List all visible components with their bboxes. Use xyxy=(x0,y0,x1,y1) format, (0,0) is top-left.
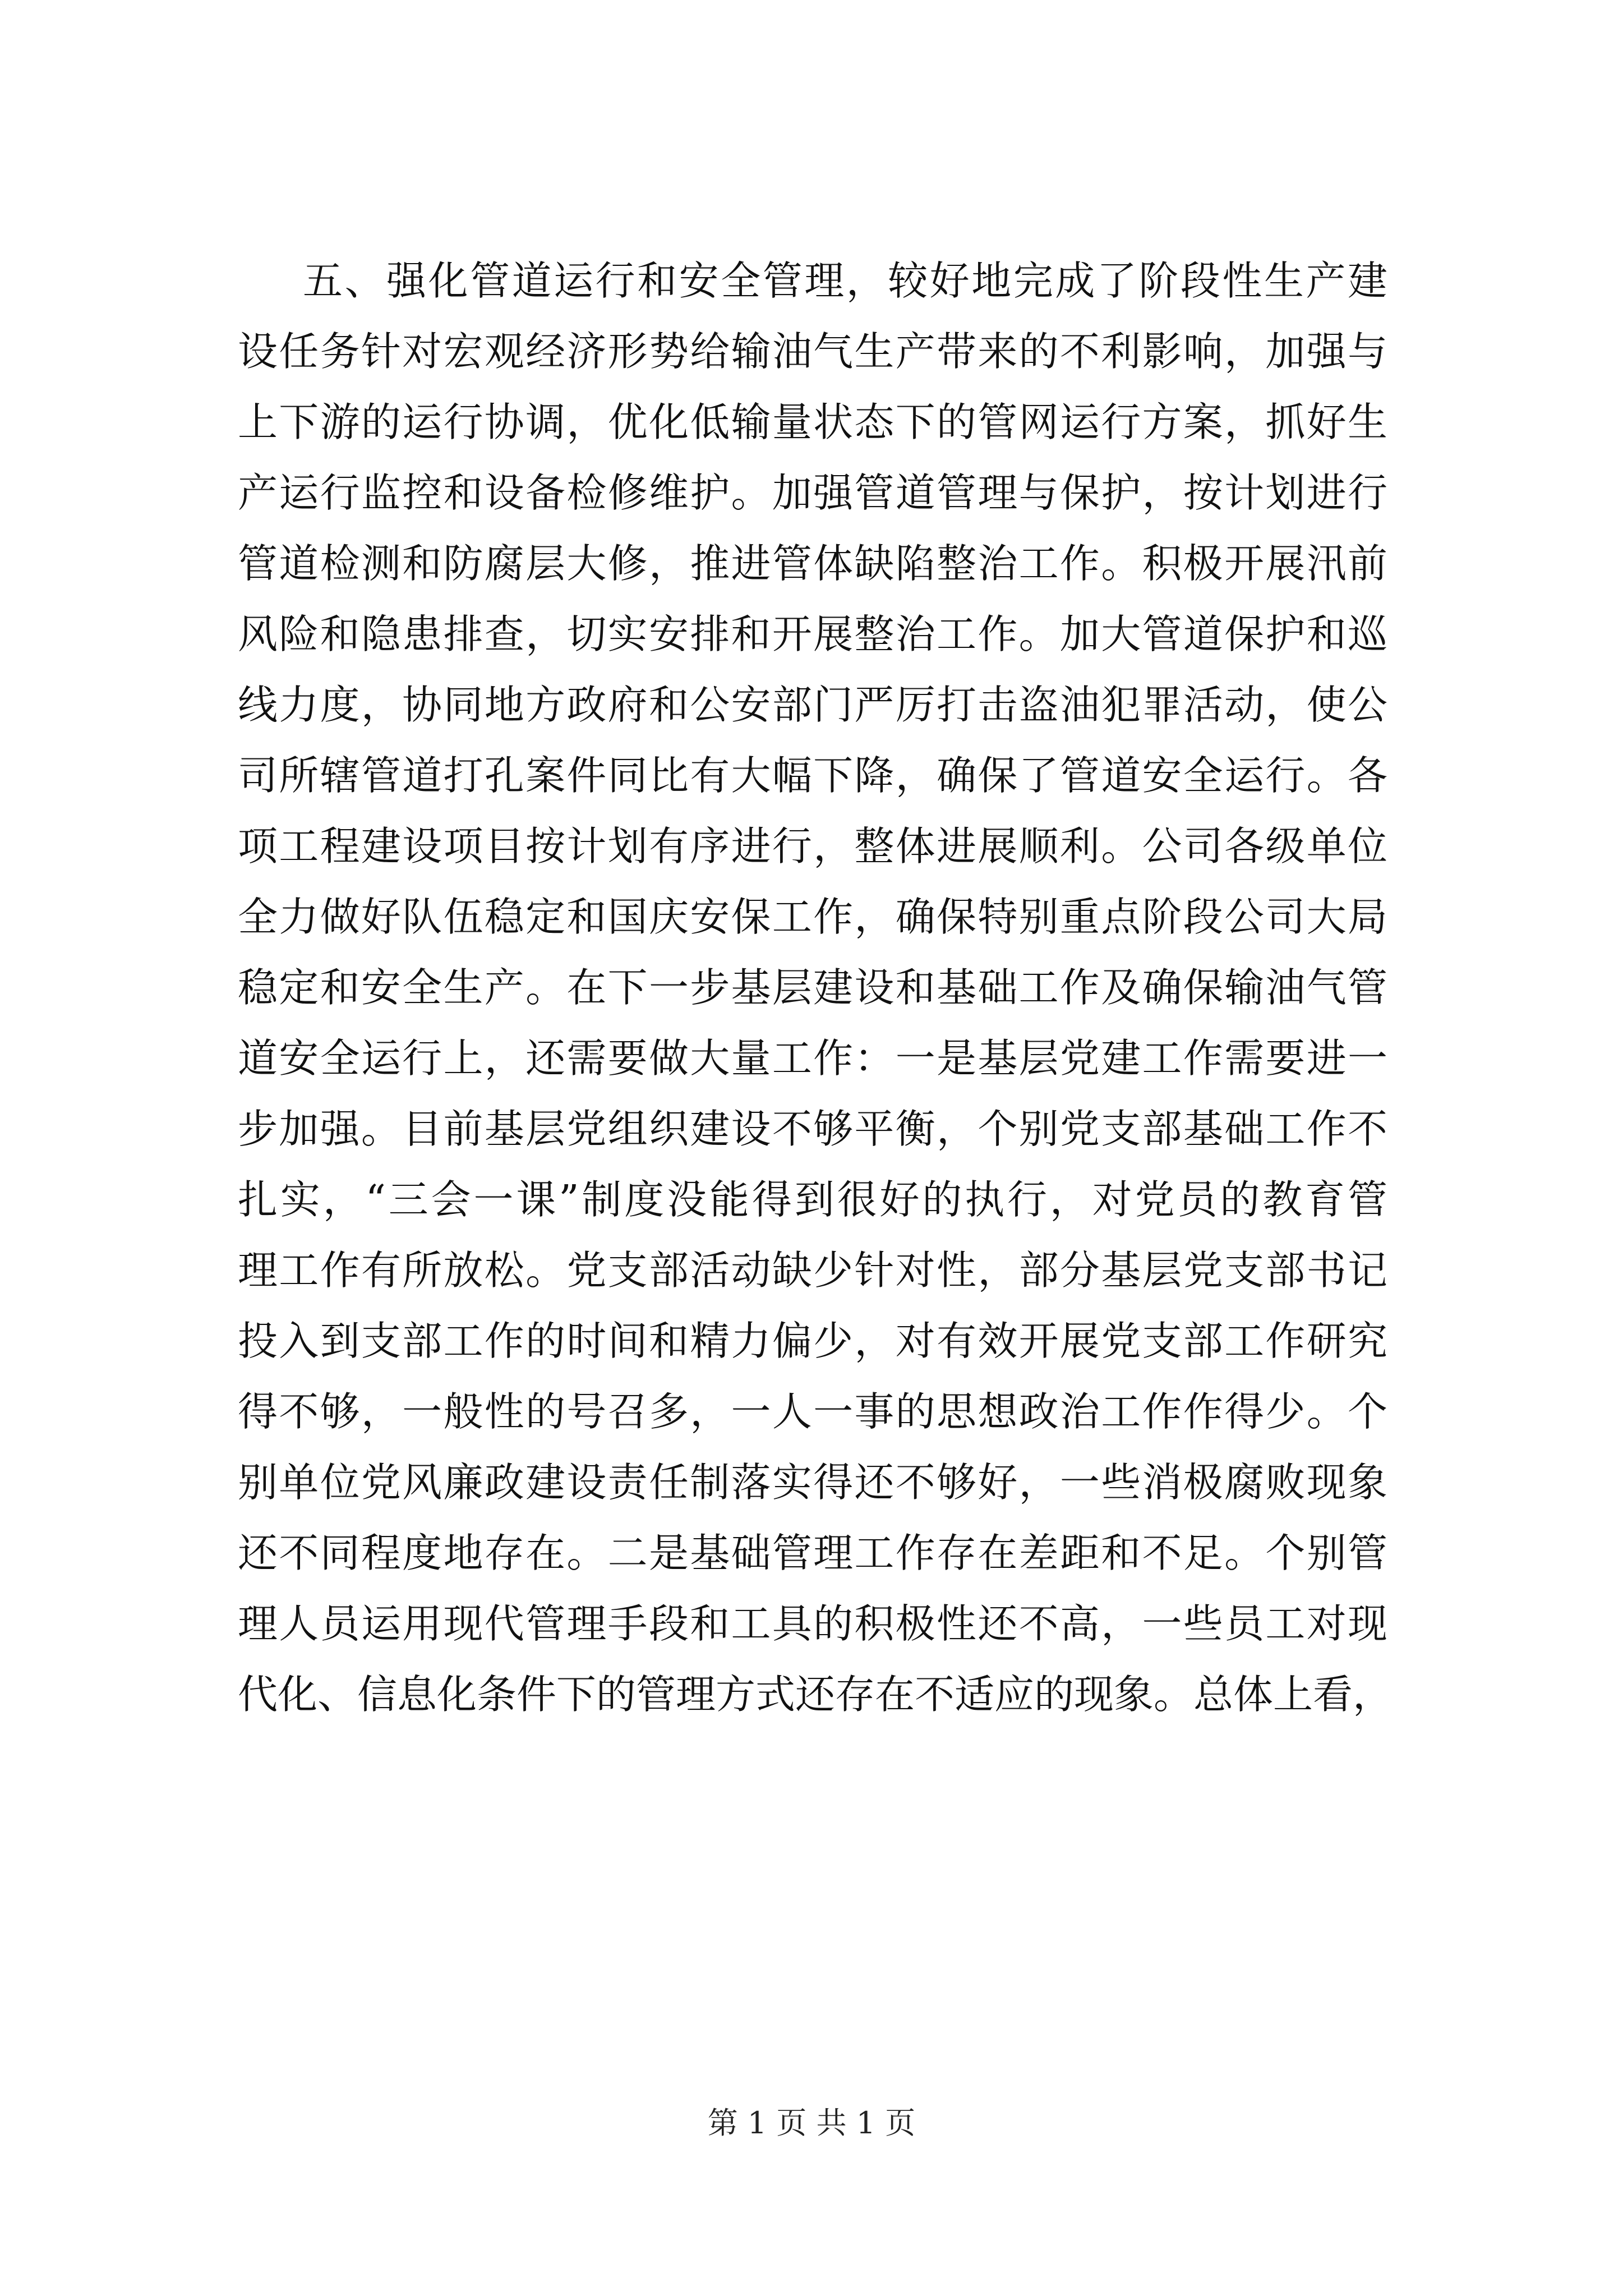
text-line: 步加强。目前基层党组织建设不够平衡，个别党支部基础工作不 xyxy=(238,1106,1387,1152)
text-line: 项工程建设项目按计划有序进行，整体进展顺利。公司各级单位 xyxy=(238,823,1387,869)
text-line: 理工作有所放松。党支部活动缺少针对性，部分基层党支部书记 xyxy=(238,1247,1387,1294)
text-line: 线力度，协同地方政府和公安部门严厉打击盗油犯罪活动，使公 xyxy=(238,682,1387,728)
text-line: 风险和隐患排查，切实安排和开展整治工作。加大管道保护和巡 xyxy=(238,611,1387,657)
text-line: 管道检测和防腐层大修，推进管体缺陷整治工作。积极开展汛前 xyxy=(238,540,1387,587)
text-line: 投入到支部工作的时间和精力偏少，对有效开展党支部工作研究 xyxy=(238,1318,1387,1364)
text-line: 代化、信息化条件下的管理方式还存在不适应的现象。总体上看， xyxy=(238,1671,1393,1718)
text-line: 产运行监控和设备检修维护。加强管道管理与保护，按计划进行 xyxy=(238,470,1387,516)
page-number-footer: 第 1 页 共 1 页 xyxy=(707,2105,916,2141)
text-line: 上下游的运行协调，优化低输量状态下的管网运行方案，抓好生 xyxy=(238,399,1387,445)
text-line: 别单位党风廉政建设责任制落实得还不够好，一些消极腐败现象 xyxy=(238,1459,1387,1506)
text-line: 道安全运行上，还需要做大量工作：一是基层党建工作需要进一 xyxy=(238,1035,1387,1082)
text-line: 稳定和安全生产。在下一步基层建设和基础工作及确保输油气管 xyxy=(238,964,1387,1011)
text-line: 扎实，“三会一课”制度没能得到很好的执行，对党员的教育管 xyxy=(238,1176,1387,1223)
text-line: 理人员运用现代管理手段和工具的积极性还不高，一些员工对现 xyxy=(238,1600,1387,1647)
text-line: 设任务针对宏观经济形势给输油气生产带来的不利影响，加强与 xyxy=(238,328,1387,375)
body-paragraph xyxy=(238,246,1393,1730)
text-line: 还不同程度地存在。二是基础管理工作存在差距和不足。个别管 xyxy=(238,1530,1387,1576)
text-line: 司所辖管道打孔案件同比有大幅下降，确保了管道安全运行。各 xyxy=(238,752,1387,799)
text-line: 得不够，一般性的号召多，一人一事的思想政治工作作得少。个 xyxy=(238,1388,1387,1435)
text-line: 全力做好队伍稳定和国庆安保工作，确保特别重点阶段公司大局 xyxy=(238,894,1387,940)
text-line: 五、强化管道运行和安全管理，较好地完成了阶段性生产建 xyxy=(303,257,1387,304)
